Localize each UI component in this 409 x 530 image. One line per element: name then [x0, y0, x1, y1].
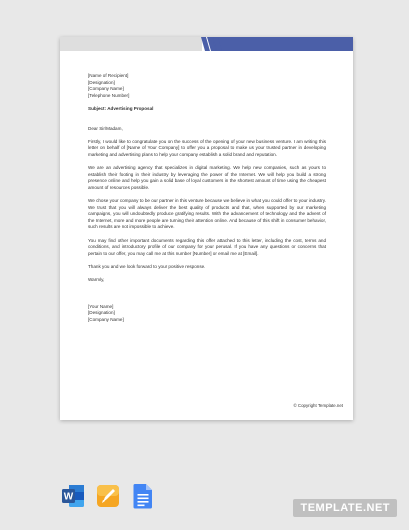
sender-block	[88, 304, 326, 324]
recipient-designation: [Designation]	[88, 79, 115, 85]
recipient-name: [Name of Recipient]	[88, 73, 129, 78]
word-icon[interactable]	[62, 483, 84, 509]
pages-icon[interactable]	[97, 483, 119, 509]
header-bar-right	[212, 37, 353, 51]
paragraph-3: We chose your company to be our partner in this venture because we believe in what you could offer to your industry. We trust that you will always deliver the best quality of products and that, when supported by our marketing campaigns, you will undoubtedly produce gratifying results. With the advancement of technology and the advent of the Internet, more and more people are turning their attention online. And because of this shift in consumer behavior, such results are not impossible to achieve.	[88, 198, 326, 230]
sender-designation: [Designation]	[88, 310, 115, 316]
salutation: Dear Sir/Madam,	[88, 125, 123, 131]
logo-w-icon	[201, 37, 225, 51]
svg-text:W: W	[63, 491, 74, 503]
copyright-text: © Copyright Template.net	[293, 403, 343, 408]
subject-line: Subject: Advertising Proposal	[88, 105, 154, 111]
letter-document	[60, 37, 353, 420]
sender-name: [Your Name]	[88, 303, 114, 309]
brand-badge: TEMPLATE.NET	[293, 499, 397, 517]
header-bar-left	[60, 37, 202, 51]
paragraph-5: Thank you and we look forward to your positive response.	[88, 264, 206, 270]
closing: Warmly,	[88, 277, 105, 283]
recipient-telephone: [Telephone Number]	[88, 92, 130, 98]
recipient-company: [Company Name]	[88, 86, 124, 92]
app-icons	[62, 483, 154, 509]
paragraph-1: Firstly, I would like to congratulate you on the success of the opening of your new business venture. I am writing this letter on behalf of [Name of Your Company] to offer you a proposal to make us your trusted partner in developing marketing and advertising plans to help your company establish a solid brand and reputation.	[88, 138, 326, 157]
google-docs-icon[interactable]	[132, 483, 154, 509]
recipient-block	[88, 73, 326, 99]
paragraph-2: We are an advertising agency that specializes in digital marketing. We help new companies, such as yours to establish their footing in their industry by leveraging the power of the Internet. We will help you build a strong presence online and help you gain a solid base of loyal customers in the shortest amount of time using the cheapest amount of resources possible.	[88, 165, 326, 190]
paragraph-4: You may find other important documents regarding this offer attached to this letter, including the cost, terms and conditions, and introductory profile of our company for your perusal. If you have any questions or concerns that pertain to our offer, you may call me at this number [Number] or email me at [Email].	[88, 237, 326, 256]
sender-company: [Company Name]	[88, 317, 124, 322]
letter-body	[88, 73, 326, 330]
